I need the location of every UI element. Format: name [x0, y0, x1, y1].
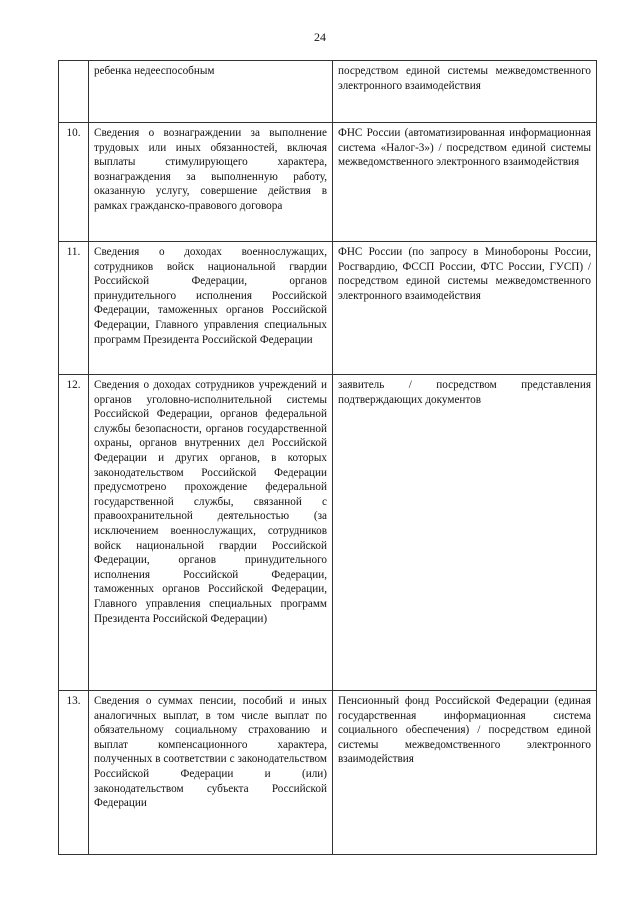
row-number: 11. — [59, 242, 89, 375]
source-cell: ФНС России (по запросу в Минобороны России, Росгвардию, ФССП России, ФТС России, ГУСП) / посредством единой системы межведомственного электронного взаимодействия — [333, 242, 597, 375]
table-row — [59, 61, 597, 123]
document-table — [58, 60, 597, 855]
info-cell: Сведения о доходах сотрудников учреждений и органов уголовно-исполнительной системы Российской Федерации, органов федеральной службы безопасности, органов государственной охраны, органов внутренних дел Российской Федерации и других органов, в которых законодательством Российской Федерации предусмотрено прохождение федеральной государственной службы, связанной с правоохранительной деятельностью (за исключением военнослужащих, сотрудников войск национальной гвардии Российской Федерации, органов принудительного исполнения Российской Федерации, таможенных органов Российской Федерации, Главного управления специальных программ Президента Российской Федерации) — [89, 375, 333, 691]
row-number: 12. — [59, 375, 89, 691]
source-cell: посредством единой системы межведомственного электронного взаимодействия — [333, 61, 597, 123]
table-row — [59, 375, 597, 691]
table-row — [59, 691, 597, 855]
row-number: 10. — [59, 123, 89, 242]
table-row — [59, 123, 597, 242]
source-cell: Пенсионный фонд Российской Федерации (единая государственная информационная система социального обеспечения) / посредством единой системы межведомственного электронного взаимодействия — [333, 691, 597, 855]
row-number — [59, 61, 89, 123]
info-cell: Сведения о вознаграждении за выполнение трудовых или иных обязанностей, включая выплаты стимулирующего характера, вознаграждения за выполненную работу, оказанную услугу, совершение действия в рамках гражданско-правового договора — [89, 123, 333, 242]
page-number: 24 — [314, 30, 326, 44]
row-number: 13. — [59, 691, 89, 855]
info-cell: ребенка недееспособным — [89, 61, 333, 123]
info-cell: Сведения о суммах пенсии, пособий и иных аналогичных выплат, в том числе выплат по обязательному социальному страхованию и выплат компенсационного характера, полученных в соответствии с законодательством Российской Федерации и (или) законодательством субъекта Российской Федерации — [89, 691, 333, 855]
info-cell: Сведения о доходах военнослужащих, сотрудников войск национальной гвардии Российской Федерации, органов принудительного исполнения Российской Федерации, таможенных органов Российской Федерации, Главного управления специальных программ Президента Российской Федерации — [89, 242, 333, 375]
table-row — [59, 242, 597, 375]
source-cell: заявитель / посредством представления подтверждающих документов — [333, 375, 597, 691]
source-cell: ФНС России (автоматизированная информационная система «Налог-3») / посредством единой системы межведомственного электронного взаимодействия — [333, 123, 597, 242]
